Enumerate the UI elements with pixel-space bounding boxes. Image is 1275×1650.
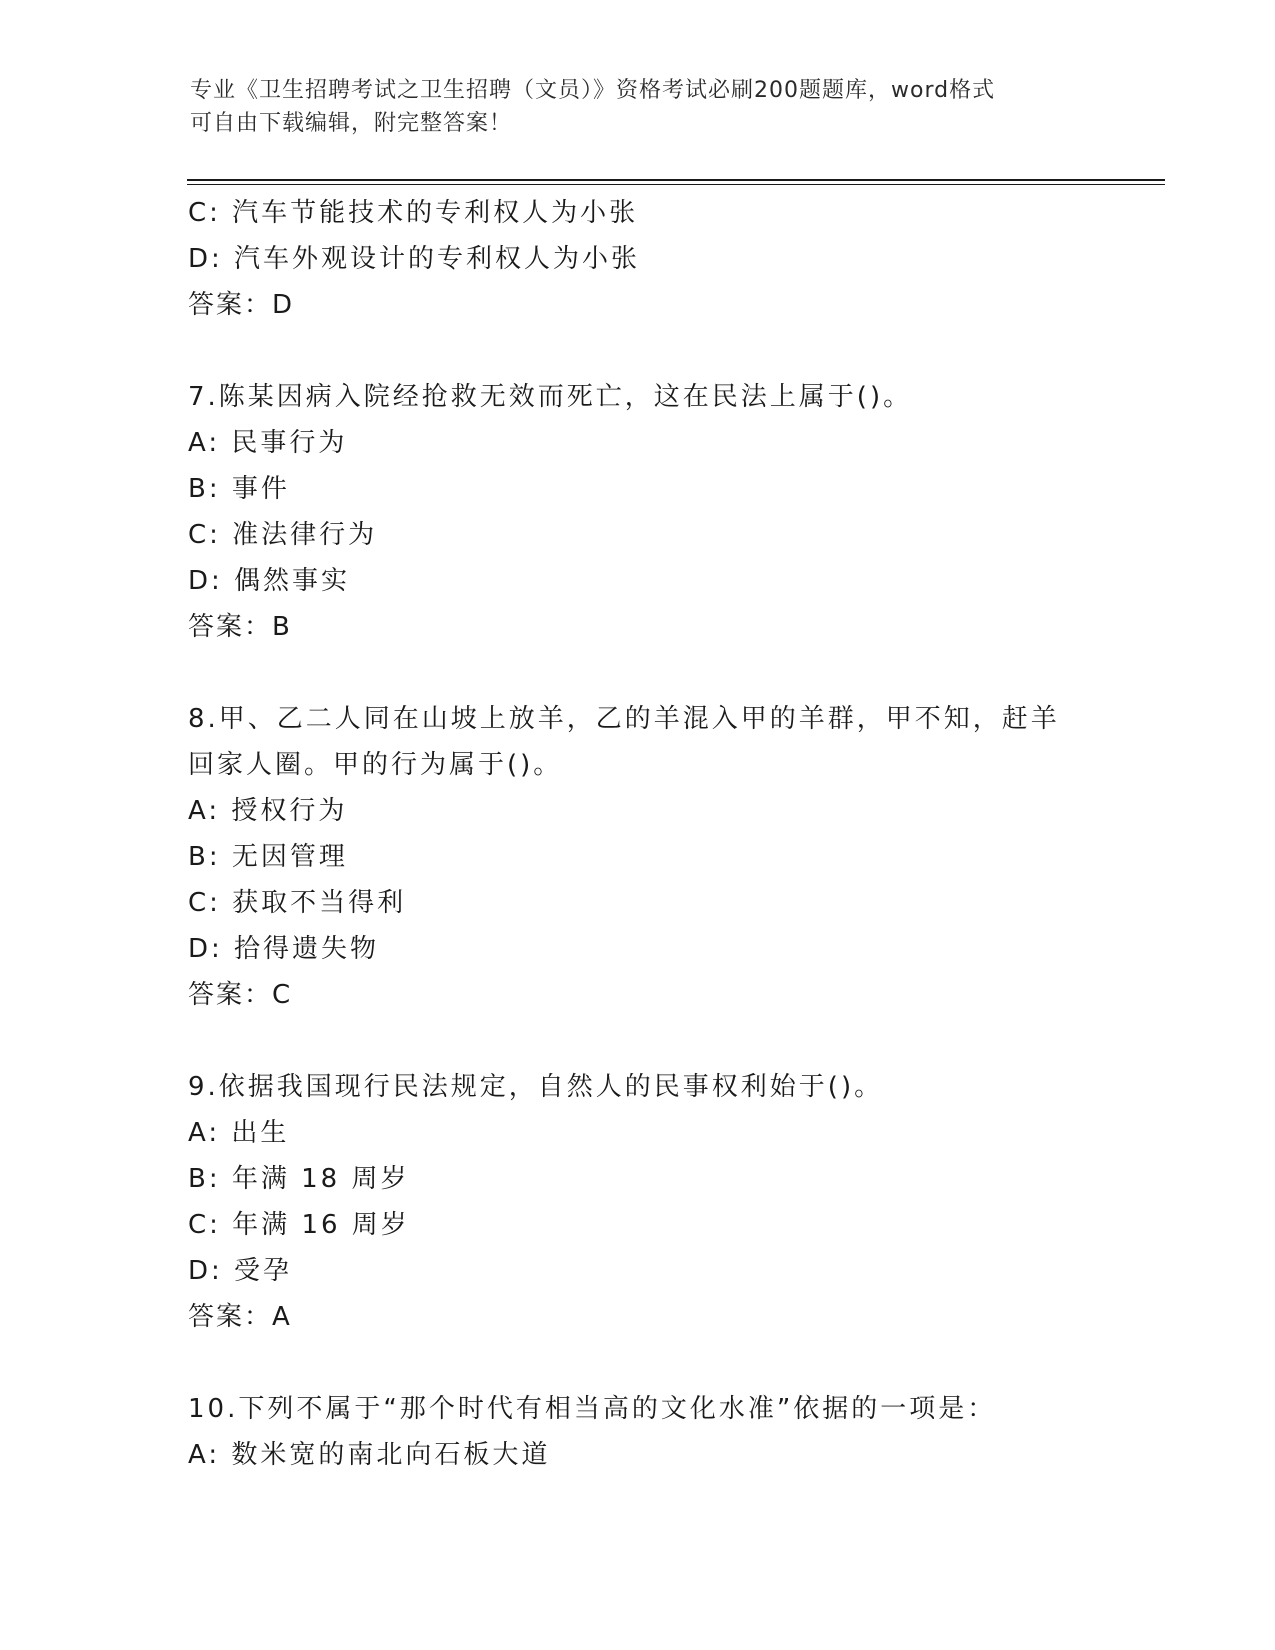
question-text: 9.依据我国现行民法规定，自然人的民事权利始于()。 bbox=[188, 1072, 884, 1102]
answer-label: 答案： bbox=[188, 980, 273, 1010]
option-c: C: 年满 16 周岁 bbox=[188, 1210, 410, 1240]
spacer bbox=[188, 1018, 1168, 1064]
answer-line bbox=[188, 604, 1168, 650]
option-d: D: 受孕 bbox=[188, 1256, 293, 1286]
document-header bbox=[190, 74, 1090, 140]
option-a: A: 数米宽的南北向石板大道 bbox=[188, 1440, 551, 1470]
answer-label: 答案： bbox=[188, 1302, 273, 1332]
question-text: 7.陈某因病入院经抢救无效而死亡，这在民法上属于()。 bbox=[188, 382, 913, 412]
answer-value: B bbox=[272, 612, 291, 642]
answer-value: A bbox=[272, 1302, 291, 1332]
spacer bbox=[188, 650, 1168, 696]
answer-line bbox=[188, 282, 1168, 328]
question-text-line-1: 8.甲、乙二人同在山坡上放羊，乙的羊混入甲的羊群，甲不知，赶羊 bbox=[188, 704, 1060, 734]
header-title-line-2: 可自由下载编辑，附完整答案！ bbox=[190, 111, 513, 136]
option-a: A: 出生 bbox=[188, 1118, 290, 1148]
option-b: B: 事件 bbox=[188, 474, 290, 504]
header-divider-thick bbox=[187, 179, 1165, 181]
option-c: C: 汽车节能技术的专利权人为小张 bbox=[188, 198, 639, 228]
spacer bbox=[188, 1340, 1168, 1386]
spacer bbox=[188, 328, 1168, 374]
question-8 bbox=[188, 696, 1168, 1018]
option-a: A: 民事行为 bbox=[188, 428, 348, 458]
answer-line bbox=[188, 972, 1168, 1018]
question-7 bbox=[188, 374, 1168, 650]
option-d: D: 汽车外观设计的专利权人为小张 bbox=[188, 244, 641, 274]
question-10 bbox=[188, 1386, 1168, 1478]
option-c: C: 准法律行为 bbox=[188, 520, 378, 550]
header-title-line-1: 专业《卫生招聘考试之卫生招聘（文员）》资格考试必刷200题题库，word格式 bbox=[190, 78, 996, 103]
header-divider-thin bbox=[187, 184, 1165, 185]
answer-line bbox=[188, 1294, 1168, 1340]
option-d: D: 拾得遗失物 bbox=[188, 934, 380, 964]
answer-value: D bbox=[272, 290, 294, 320]
option-c: C: 获取不当得利 bbox=[188, 888, 407, 918]
question-list bbox=[188, 190, 1168, 1478]
question-6-tail bbox=[188, 190, 1168, 328]
option-d: D: 偶然事实 bbox=[188, 566, 351, 596]
option-b: B: 无因管理 bbox=[188, 842, 348, 872]
option-b: B: 年满 18 周岁 bbox=[188, 1164, 410, 1194]
question-text-line-2: 回家人圈。甲的行为属于()。 bbox=[188, 750, 563, 780]
answer-value: C bbox=[272, 980, 292, 1010]
question-text: 10.下列不属于“那个时代有相当高的文化水准”依据的一项是： bbox=[188, 1394, 997, 1424]
option-a: A: 授权行为 bbox=[188, 796, 348, 826]
question-9 bbox=[188, 1064, 1168, 1340]
answer-label: 答案： bbox=[188, 612, 273, 642]
answer-label: 答案： bbox=[188, 290, 273, 320]
